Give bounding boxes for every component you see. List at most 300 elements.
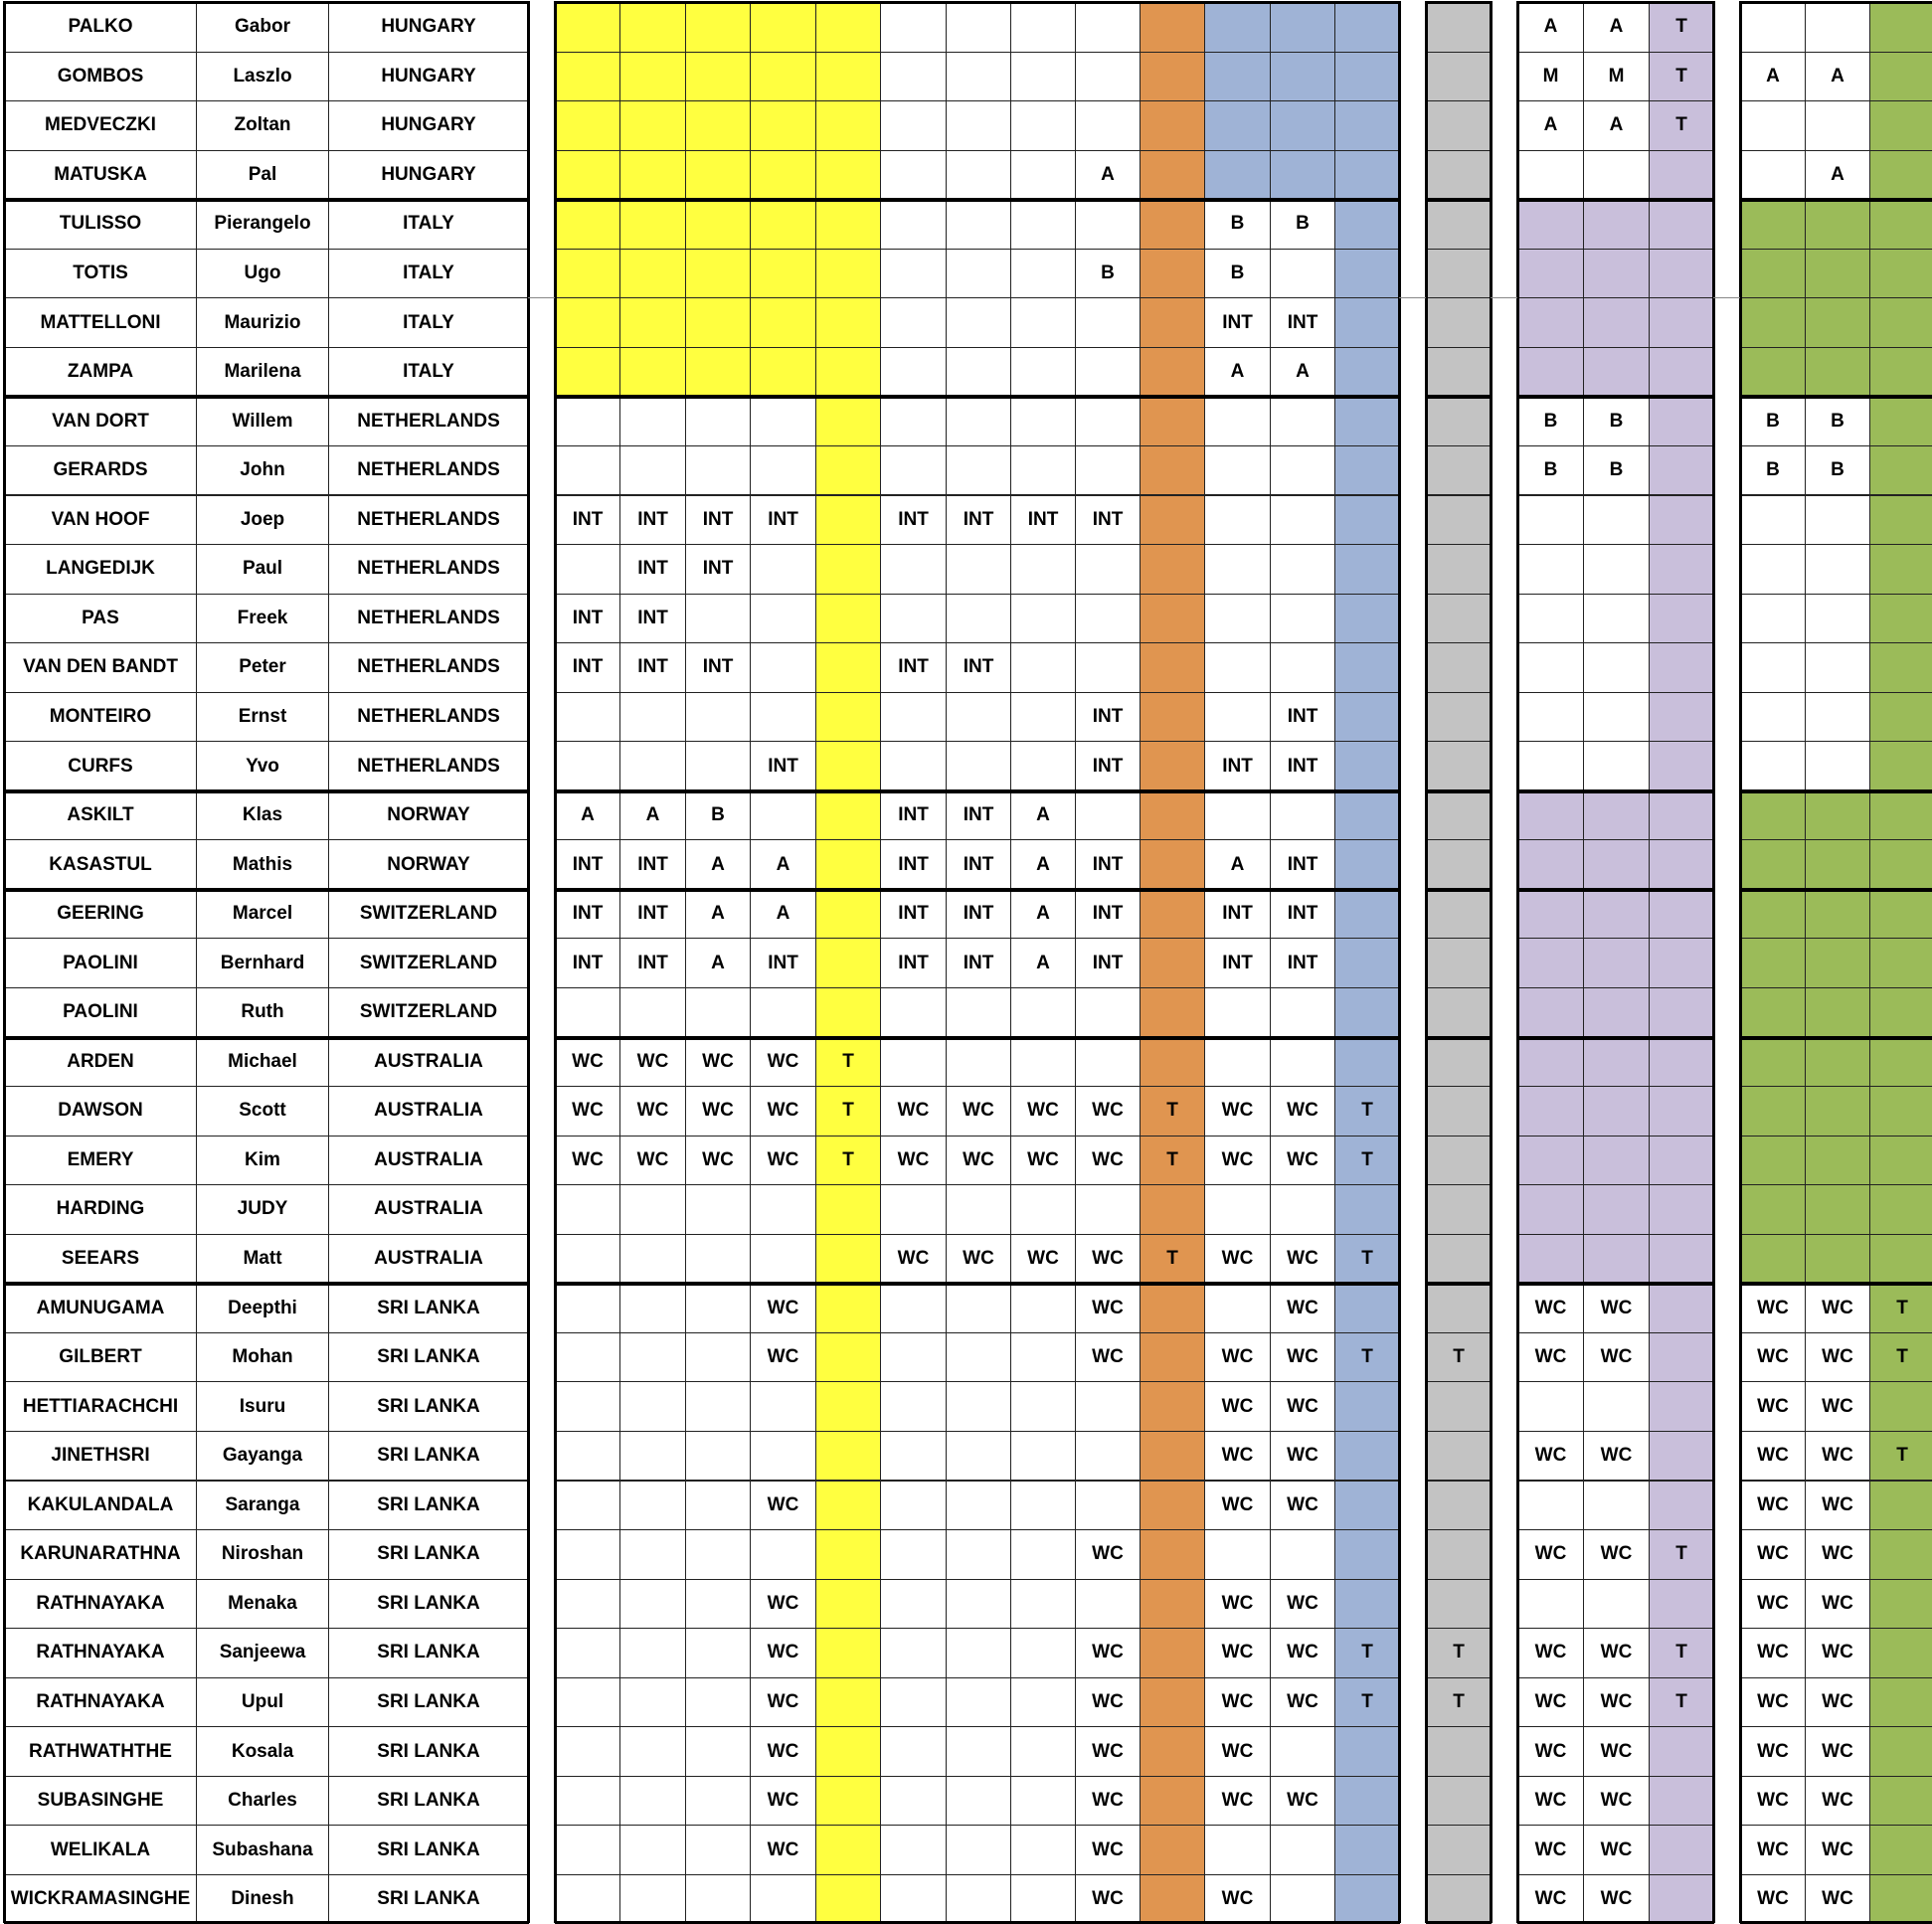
group-divider [1517,888,1714,892]
mark-cell [880,297,947,348]
mark-cell [1869,1726,1932,1777]
mark-cell [619,1874,686,1924]
first-name-cell: Yvo [196,741,329,791]
mark-cell [555,249,620,299]
surname-cell: PAS [4,594,197,644]
mark-cell [1334,642,1400,693]
mark-cell: B [1583,396,1650,446]
mark-cell [1426,445,1492,496]
mark-cell [1334,1381,1400,1432]
mark-cell [815,1726,881,1777]
mark-cell [1805,1037,1870,1088]
group-divider [4,1282,529,1286]
country-cell: NETHERLANDS [328,642,529,693]
mark-cell [1583,1037,1650,1088]
mark-cell [750,52,816,102]
mark-cell [815,1628,881,1678]
mark-cell [815,297,881,348]
mark-cell [1869,1184,1932,1235]
mark-cell [685,987,751,1038]
surname-cell: LANGEDIJK [4,544,197,595]
mark-cell [1010,1776,1076,1827]
mark-cell [555,100,620,151]
first-name-cell: Ugo [196,249,329,299]
mark-cell [1140,544,1205,595]
mark-cell [1140,1628,1205,1678]
mark-cell [815,1381,881,1432]
mark-cell [1075,790,1141,841]
mark-cell: A [1740,52,1806,102]
mark-cell [1334,1037,1400,1088]
mark-cell [880,1579,947,1630]
mark-cell: INT [880,495,947,546]
mark-cell [1010,52,1076,102]
mark-cell [1010,544,1076,595]
surname-cell: MONTEIRO [4,692,197,743]
mark-cell [1426,1234,1492,1285]
mark-cell [1583,741,1650,791]
first-name-cell: Paul [196,544,329,595]
mark-cell [1740,199,1806,250]
mark-cell: WC [1805,1776,1870,1827]
mark-cell [1740,1136,1806,1186]
mark-cell [1869,297,1932,348]
mark-cell: B [1204,199,1271,250]
mark-cell [1010,1529,1076,1580]
first-name-cell: Marcel [196,889,329,940]
mark-cell: B [1270,199,1335,250]
mark-cell [1869,495,1932,546]
mark-cell: WC [1740,1381,1806,1432]
mark-cell: WC [750,1086,816,1137]
mark-cell [1869,396,1932,446]
group-divider [4,395,529,399]
mark-cell [1010,1381,1076,1432]
mark-cell [1010,1874,1076,1924]
mark-cell [1140,396,1205,446]
mark-cell [750,987,816,1038]
block-border [1398,1,1401,1923]
surname-cell: TOTIS [4,249,197,299]
mark-cell [1334,150,1400,201]
mark-cell [1805,199,1870,250]
mark-cell [1140,938,1205,988]
mark-cell [1649,938,1714,988]
mark-cell [1649,1037,1714,1088]
mark-cell [1426,889,1492,940]
mark-cell: A [1204,839,1271,890]
country-cell: NETHERLANDS [328,741,529,791]
mark-cell [685,1874,751,1924]
mark-cell [1517,249,1584,299]
mark-cell [946,1381,1011,1432]
mark-cell: A [1075,150,1141,201]
mark-cell [1204,1825,1271,1875]
block-border [1425,1,1428,1923]
mark-cell [1334,1529,1400,1580]
mark-cell: WC [1740,1628,1806,1678]
mark-cell [555,1234,620,1285]
mark-cell: WC [1583,1677,1650,1728]
mark-cell [1204,642,1271,693]
mark-cell: INT [1204,889,1271,940]
country-cell: SRI LANKA [328,1332,529,1383]
mark-cell: WC [880,1136,947,1186]
mark-cell [1075,987,1141,1038]
mark-cell [1649,889,1714,940]
mark-cell [815,594,881,644]
mark-cell: T [815,1086,881,1137]
mark-cell [555,1579,620,1630]
group-divider [4,789,529,793]
mark-cell: B [1740,445,1806,496]
mark-cell [946,1184,1011,1235]
mark-cell [1740,2,1806,53]
mark-cell [1583,790,1650,841]
mark-cell [1869,544,1932,595]
mark-cell: INT [619,594,686,644]
mark-cell [1426,594,1492,644]
mark-cell [1649,347,1714,398]
mark-cell [1649,1283,1714,1333]
mark-cell: B [1805,396,1870,446]
mark-cell [1140,1579,1205,1630]
mark-cell: INT [946,642,1011,693]
mark-cell: WC [880,1234,947,1285]
mark-cell [685,741,751,791]
mark-cell: WC [1583,1874,1650,1924]
mark-cell: WC [1583,1332,1650,1383]
mark-cell: WC [1270,1481,1335,1531]
mark-cell [555,1776,620,1827]
mark-cell [1270,2,1335,53]
mark-cell: WC [1740,1332,1806,1383]
surname-cell: PAOLINI [4,987,197,1038]
mark-cell [1010,249,1076,299]
mark-cell [1140,100,1205,151]
mark-cell: WC [1805,1332,1870,1383]
mark-cell [1204,445,1271,496]
first-name-cell: Saranga [196,1481,329,1531]
mark-cell [1869,1825,1932,1875]
mark-cell: WC [1805,1579,1870,1630]
mark-cell [1270,495,1335,546]
mark-cell [946,52,1011,102]
block-border [1712,1,1715,1923]
mark-cell [946,741,1011,791]
country-cell: SRI LANKA [328,1579,529,1630]
mark-cell [880,1726,947,1777]
mark-cell [1426,692,1492,743]
mark-cell [1740,692,1806,743]
country-cell: SRI LANKA [328,1283,529,1333]
mark-cell: WC [946,1136,1011,1186]
mark-cell: INT [880,889,947,940]
mark-cell: WC [750,1283,816,1333]
mark-cell [1583,1086,1650,1137]
mark-cell: WC [1204,1726,1271,1777]
surname-cell: PALKO [4,2,197,53]
mark-cell [946,1431,1011,1482]
mark-cell [685,1776,751,1827]
mark-cell [1334,1481,1400,1531]
mark-cell [946,199,1011,250]
mark-cell [1869,199,1932,250]
mark-cell: INT [555,495,620,546]
mark-cell: WC [750,1037,816,1088]
mark-cell: WC [1075,1776,1141,1827]
mark-cell [1334,396,1400,446]
mark-cell: WC [1517,1874,1584,1924]
country-cell: NETHERLANDS [328,594,529,644]
mark-cell: T [815,1136,881,1186]
mark-cell: INT [946,839,1011,890]
group-divider [1517,198,1714,202]
mark-cell: A [1204,347,1271,398]
mark-cell [880,100,947,151]
mark-cell: WC [750,1726,816,1777]
mark-cell [1805,297,1870,348]
mark-cell [1075,297,1141,348]
mark-cell [1740,790,1806,841]
surname-cell: MATTELLONI [4,297,197,348]
first-name-cell: Gayanga [196,1431,329,1482]
mark-cell [1517,1086,1584,1137]
mark-cell [1583,594,1650,644]
mark-cell: INT [1075,692,1141,743]
block-border [4,1,529,4]
mark-cell [555,1332,620,1383]
mark-cell: B [1740,396,1806,446]
mark-cell: WC [1075,1825,1141,1875]
mark-cell [685,692,751,743]
country-cell: NORWAY [328,839,529,890]
mark-cell [1204,692,1271,743]
mark-cell: A [1583,100,1650,151]
mark-cell [1334,1726,1400,1777]
mark-cell [880,150,947,201]
mark-cell: INT [1270,889,1335,940]
mark-cell: WC [1805,1726,1870,1777]
mark-cell [1140,987,1205,1038]
mark-cell: WC [1204,1776,1271,1827]
mark-cell: WC [750,1136,816,1186]
mark-cell [880,741,947,791]
mark-cell: B [1583,445,1650,496]
mark-cell [1010,445,1076,496]
mark-cell: WC [750,1332,816,1383]
mark-cell: WC [1204,1628,1271,1678]
mark-cell [685,396,751,446]
mark-cell [815,987,881,1038]
mark-cell: INT [685,495,751,546]
mark-cell: WC [555,1086,620,1137]
mark-cell: WC [750,1825,816,1875]
group-divider [1426,1036,1492,1040]
mark-cell [1270,1529,1335,1580]
first-name-cell: Isuru [196,1381,329,1432]
mark-cell [619,445,686,496]
group-divider [555,395,1400,399]
mark-cell [1740,544,1806,595]
mark-cell [1270,100,1335,151]
mark-cell [1010,1726,1076,1777]
surname-cell: RATHNAYAKA [4,1628,197,1678]
mark-cell [1805,741,1870,791]
mark-cell [1517,544,1584,595]
mark-cell [880,249,947,299]
mark-cell [619,692,686,743]
mark-cell: WC [1270,1283,1335,1333]
mark-cell [946,594,1011,644]
mark-cell: WC [685,1086,751,1137]
surname-cell: EMERY [4,1136,197,1186]
mark-cell [1334,1579,1400,1630]
mark-cell [685,594,751,644]
mark-cell [880,1776,947,1827]
mark-cell [815,741,881,791]
mark-cell: WC [1075,1677,1141,1728]
mark-cell: INT [1270,938,1335,988]
mark-cell [1334,839,1400,890]
mark-cell [1075,1184,1141,1235]
mark-cell: WC [1270,1776,1335,1827]
mark-cell: T [1869,1332,1932,1383]
mark-cell [815,1481,881,1531]
group-divider [1426,789,1492,793]
mark-cell [880,199,947,250]
country-cell: NETHERLANDS [328,445,529,496]
group-divider [1426,888,1492,892]
mark-cell [1140,1431,1205,1482]
mark-cell [1426,347,1492,398]
group-divider [4,1036,529,1040]
mark-cell [1010,642,1076,693]
mark-cell [815,1234,881,1285]
mark-cell [1805,544,1870,595]
mark-cell: INT [555,938,620,988]
mark-cell [1075,347,1141,398]
mark-cell [946,249,1011,299]
mark-cell [880,1184,947,1235]
mark-cell: WC [619,1136,686,1186]
mark-cell [555,1481,620,1531]
mark-cell [1075,594,1141,644]
group-divider [1740,198,1932,202]
mark-cell [1140,1481,1205,1531]
mark-cell [1805,100,1870,151]
country-cell: SRI LANKA [328,1481,529,1531]
mark-cell: INT [750,741,816,791]
mark-cell [685,1431,751,1482]
mark-cell [1583,839,1650,890]
mark-cell [1649,642,1714,693]
block-border [1517,1,1714,4]
mark-cell: WC [1805,1628,1870,1678]
mark-cell [1334,938,1400,988]
mark-cell [1740,347,1806,398]
first-name-cell: Laszlo [196,52,329,102]
mark-cell [880,1381,947,1432]
mark-cell [880,2,947,53]
mark-cell [880,1332,947,1383]
mark-cell: INT [685,642,751,693]
mark-cell [1869,642,1932,693]
mark-cell [555,445,620,496]
mark-cell [1270,1037,1335,1088]
mark-cell [1334,889,1400,940]
mark-cell: WC [750,1776,816,1827]
mark-cell [619,1381,686,1432]
mark-cell [619,1431,686,1482]
mark-cell: INT [1204,938,1271,988]
mark-cell [619,1628,686,1678]
mark-cell [1740,100,1806,151]
mark-cell [1075,199,1141,250]
surname-cell: KAKULANDALA [4,1481,197,1531]
mark-cell [1334,495,1400,546]
mark-cell [1649,1234,1714,1285]
mark-cell: WC [750,1628,816,1678]
mark-cell [946,2,1011,53]
mark-cell [1270,445,1335,496]
mark-cell: WC [1740,1529,1806,1580]
mark-cell [750,1431,816,1482]
mark-cell [1426,52,1492,102]
mark-cell [750,594,816,644]
mark-cell [1426,1283,1492,1333]
mark-cell [685,1677,751,1728]
mark-cell: INT [1270,741,1335,791]
mark-cell [815,642,881,693]
mark-cell: A [685,839,751,890]
mark-cell [685,199,751,250]
mark-cell: WC [1517,1776,1584,1827]
mark-cell [619,1332,686,1383]
mark-cell [1140,839,1205,890]
mark-cell: WC [1517,1677,1584,1728]
first-name-cell: Scott [196,1086,329,1137]
mark-cell [1204,1283,1271,1333]
mark-cell [750,347,816,398]
mark-cell [1517,938,1584,988]
mark-cell [685,1726,751,1777]
mark-cell: A [1805,150,1870,201]
mark-cell [1869,1579,1932,1630]
mark-cell [1010,1628,1076,1678]
mark-cell [1010,396,1076,446]
mark-cell [1010,741,1076,791]
mark-cell [1869,249,1932,299]
mark-cell: INT [685,544,751,595]
mark-cell: A [750,839,816,890]
mark-cell [750,544,816,595]
mark-cell [1140,297,1205,348]
mark-cell [815,199,881,250]
mark-cell [750,445,816,496]
mark-cell [1869,1529,1932,1580]
stray-gridline [1491,297,1517,298]
mark-cell [685,1481,751,1531]
mark-cell: WC [1010,1136,1076,1186]
first-name-cell: Freek [196,594,329,644]
mark-cell [685,1381,751,1432]
mark-cell: A [555,790,620,841]
mark-cell [555,1677,620,1728]
first-name-cell: Joep [196,495,329,546]
mark-cell [1869,445,1932,496]
mark-cell [815,445,881,496]
